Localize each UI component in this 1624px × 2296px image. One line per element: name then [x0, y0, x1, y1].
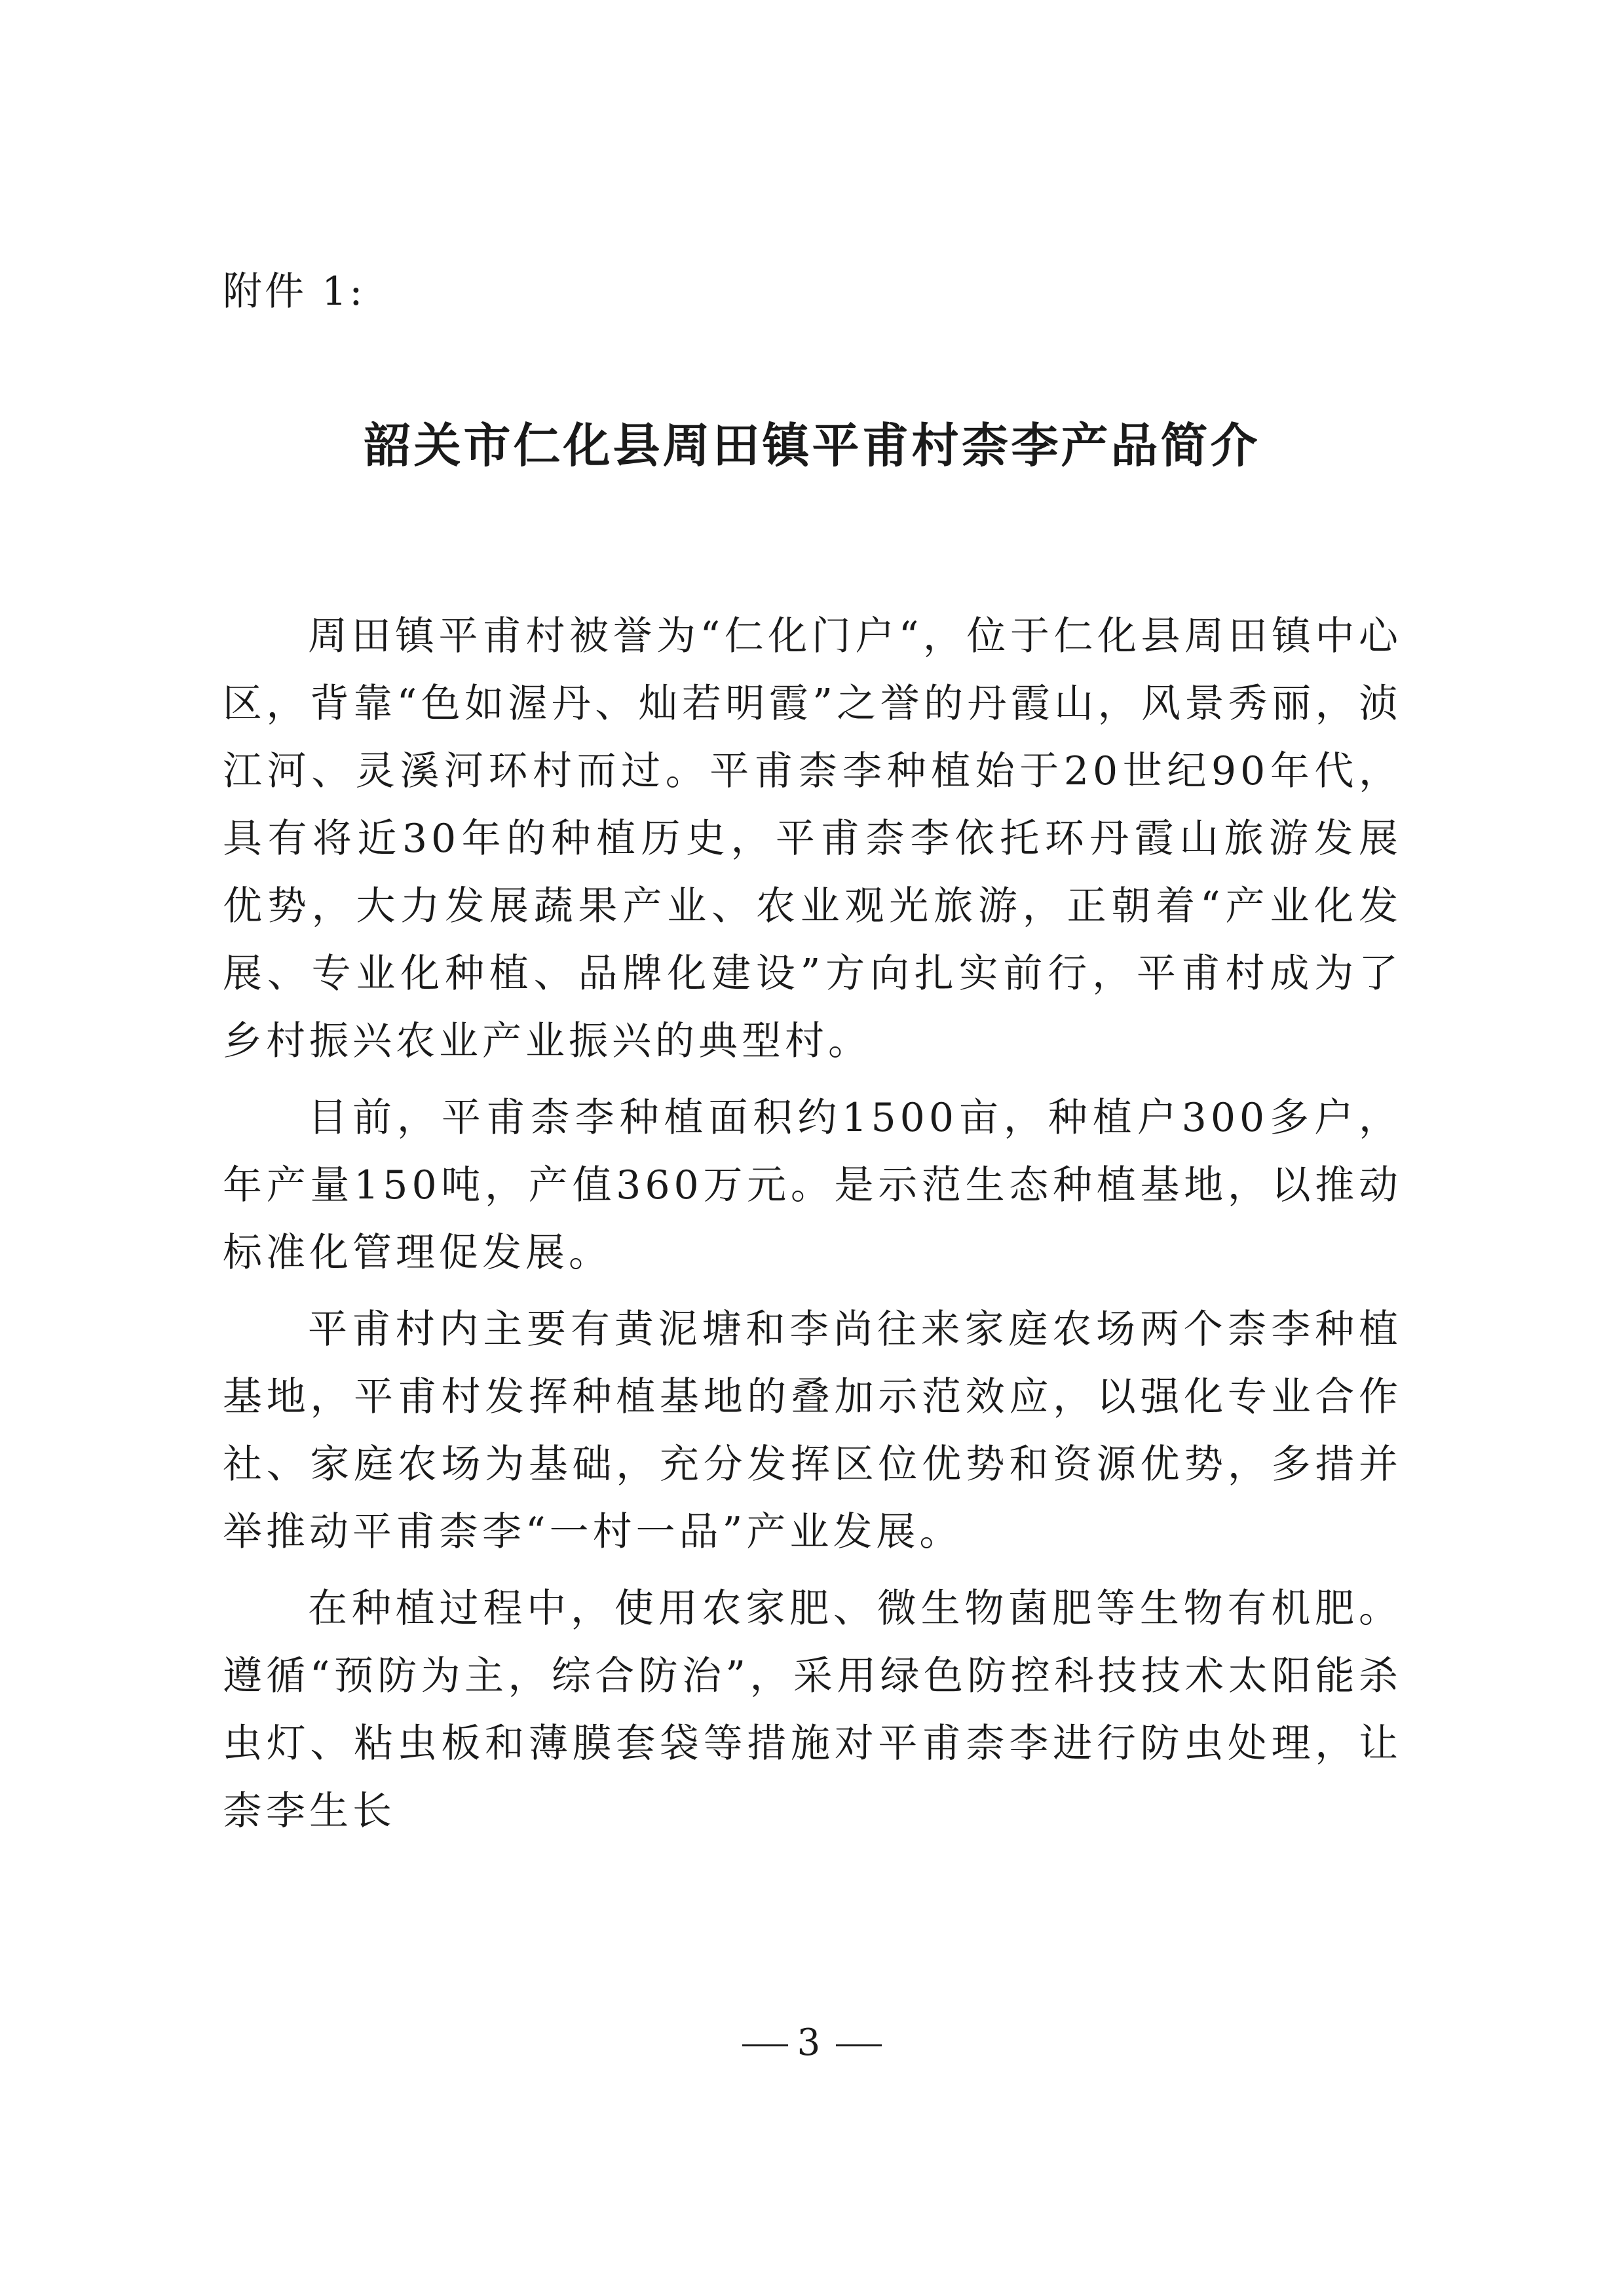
paragraph-intro: 周田镇平甫村被誉为“仁化门户“，位于仁化县周田镇中心区，背靠“色如渥丹、灿若明霞”之誉的丹霞山，风景秀丽，浈江河、灵溪河环村而过。平甫柰李种植始于20世纪90年代，具有将近30年的种植历史，平甫柰李依托环丹霞山旅游发展优势，大力发展蔬果产业、农业观光旅游，正朝着“产业化发展、专业化种植、品牌化建设”方向扎实前行，平甫村成为了乡村振兴农业产业振兴的典型村。: [223, 613, 1402, 1064]
paragraph-cultivation: 在种植过程中，使用农家肥、微生物菌肥等生物有机肥。遵循“预防为主，综合防治”，采用绿色防控科技技术太阳能杀虫灯、粘虫板和薄膜套袋等措施对平甫柰李进行防虫处理，让柰李生长: [223, 1586, 1402, 1834]
attachment-label: 附件 1:: [223, 269, 366, 315]
page-number-value: 3: [797, 2021, 827, 2064]
document-body: [223, 603, 1402, 1854]
page-number-left-dash: [742, 2044, 788, 2046]
page-number: [0, 2021, 1624, 2064]
page-number-right-dash: [836, 2044, 882, 2046]
paragraph-bases: 平甫村内主要有黄泥塘和李尚往来家庭农场两个柰李种植基地，平甫村发挥种植基地的叠加示范效应，以强化专业合作社、家庭农场为基础，充分发挥区位优势和资源优势，多措并举推动平甫柰李“一村一品”产业发展。: [223, 1307, 1402, 1555]
paragraph-scale: 目前，平甫柰李种植面积约1500亩，种植户300多户，年产量150吨，产值360万元。是示范生态种植基地，以推动标准化管理促发展。: [223, 1095, 1402, 1276]
document-title: 韶关市仁化县周田镇平甫村柰李产品简介: [364, 418, 1260, 473]
